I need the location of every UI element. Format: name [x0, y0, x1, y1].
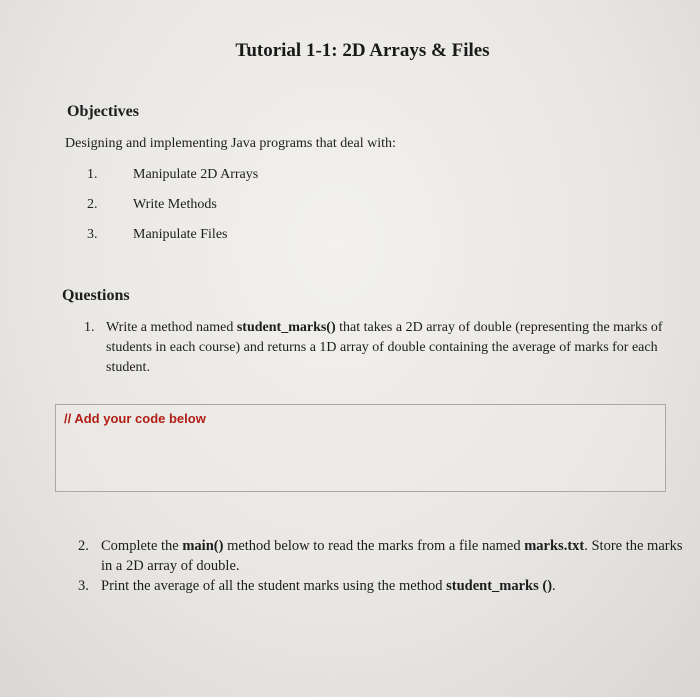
question-number: 3.: [78, 578, 89, 594]
objective-number: 2.: [87, 197, 98, 212]
objectives-intro: Designing and implementing Java programs that deal with:: [65, 136, 396, 151]
question-text: [101, 536, 683, 576]
objective-item: [87, 197, 217, 213]
question-number: 1.: [84, 320, 95, 335]
question-text-part: that takes a 2D array of double (representing the marks of students in each course) and returns a 1D array of double containing the average of marks for each student.: [106, 320, 663, 375]
question-1: [84, 318, 674, 378]
method-name: student_marks(): [236, 320, 336, 335]
objectives-heading: Objectives: [67, 103, 139, 120]
question-list: [78, 536, 683, 596]
question-text-part: . Store the marks in a 2D array of double.: [101, 538, 683, 574]
question-text-part: Print the average of all the student marks using the method: [101, 578, 447, 594]
question-text: [106, 318, 674, 378]
objective-item: [87, 227, 228, 243]
objective-text: Manipulate Files: [133, 227, 228, 242]
objective-number: 1.: [87, 167, 98, 182]
question-text-part: Write a method named: [106, 320, 237, 335]
question-text-part: Complete the: [101, 538, 183, 554]
method-name: student_marks (): [446, 578, 553, 594]
objective-number: 3.: [87, 227, 98, 242]
question-text: [101, 576, 683, 596]
objective-text: Write Methods: [133, 197, 217, 212]
code-answer-box[interactable]: [55, 404, 666, 492]
objective-item: [87, 167, 258, 183]
question-number: 2.: [78, 538, 89, 554]
method-name: main(): [182, 538, 224, 554]
question-text-part: .: [552, 578, 556, 594]
question-text-part: method below to read the marks from a file named: [223, 538, 525, 554]
page-title: Tutorial 1-1: 2D Arrays & Files: [235, 40, 490, 61]
question-2: [78, 536, 683, 576]
code-comment: // Add your code below: [64, 411, 206, 426]
file-name: marks.txt: [524, 538, 585, 554]
objective-text: Manipulate 2D Arrays: [133, 167, 259, 182]
question-3: [78, 576, 683, 596]
questions-heading: Questions: [62, 287, 130, 304]
